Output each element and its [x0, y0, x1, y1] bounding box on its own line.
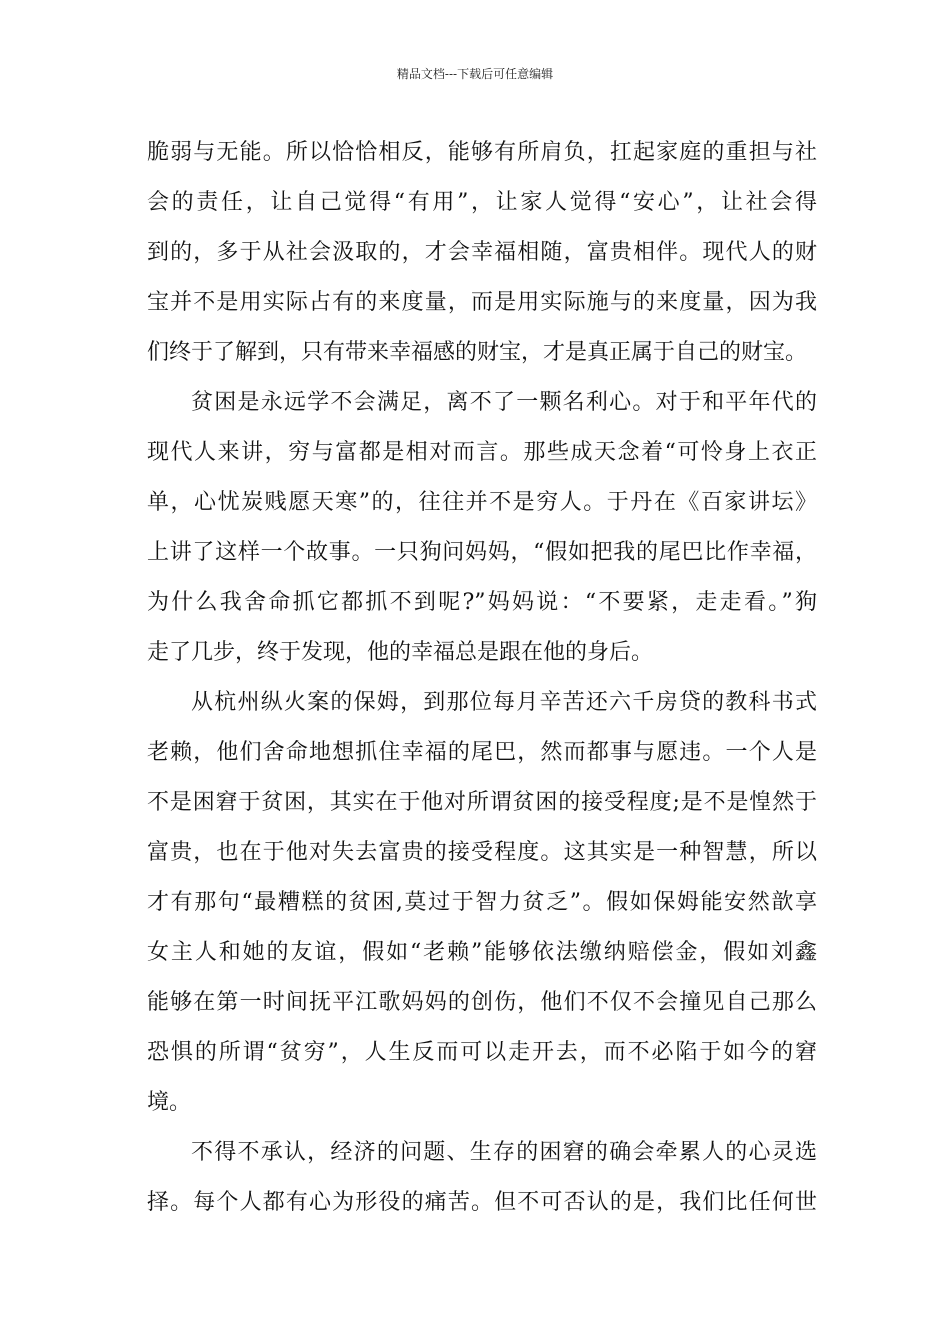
text-line: 上讲了这样一个故事。一只狗问妈妈，“假如把我的尾巴比作幸福，: [147, 540, 817, 565]
text-line: 不是困窘于贫困，其实在于他对所谓贫困的接受程度;是不是惶然于: [147, 790, 817, 815]
text-line: 宝并不是用实际占有的来度量，而是用实际施与的来度量，因为我: [147, 290, 817, 315]
text-line: 从杭州纵火案的保姆，到那位每月辛苦还六千房贷的教科书式: [191, 690, 817, 715]
document-body: [147, 128, 817, 1228]
text-line: 现代人来讲，穷与富都是相对而言。那些成天念着“可怜身上衣正: [147, 440, 817, 465]
text-line: 才有那句“最糟糕的贫困,莫过于智力贫乏”。假如保姆能安然歆享: [147, 890, 817, 915]
text-line: 恐惧的所谓“贫穷”，人生反而可以走开去，而不必陷于如今的窘: [147, 1040, 817, 1065]
text-line: 老赖，他们舍命地想抓住幸福的尾巴，然而都事与愿违。一个人是: [147, 740, 817, 765]
text-line: 会的责任，让自己觉得“有用”，让家人觉得“安心”，让社会得: [147, 190, 817, 215]
text-line: 走了几步，终于发现，他的幸福总是跟在他的身后。: [147, 640, 654, 665]
text-line: 脆弱与无能。所以恰恰相反，能够有所肩负，扛起家庭的重担与社: [147, 140, 817, 165]
text-line: 到的，多于从社会汲取的，才会幸福相随，富贵相伴。现代人的财: [147, 240, 817, 265]
text-line: 贫困是永远学不会满足，离不了一颗名利心。对于和平年代的: [191, 390, 817, 415]
text-line: 单，心忧炭贱愿天寒”的，往往并不是穷人。于丹在《百家讲坛》: [147, 490, 817, 515]
text-line: 们终于了解到，只有带来幸福感的财宝，才是真正属于自己的财宝。: [147, 340, 808, 365]
text-line: 为什么我舍命抓它都抓不到呢?”妈妈说：“不要紧，走走看。”狗: [147, 590, 817, 615]
page-header: 精品文档---下载后可任意编辑: [396, 67, 554, 81]
text-line: 能够在第一时间抚平江歌妈妈的创伤，他们不仅不会撞见自己那么: [147, 990, 817, 1015]
text-line: 境。: [147, 1090, 192, 1115]
text-line: 择。每个人都有心为形役的痛苦。但不可否认的是，我们比任何世: [147, 1190, 817, 1215]
text-line: 不得不承认，经济的问题、生存的困窘的确会牵累人的心灵选: [191, 1140, 817, 1165]
text-line: 女主人和她的友谊，假如“老赖”能够依法缴纳赔偿金，假如刘鑫: [147, 940, 817, 965]
text-line: 富贵，也在于他对失去富贵的接受程度。这其实是一种智慧，所以: [147, 840, 817, 865]
